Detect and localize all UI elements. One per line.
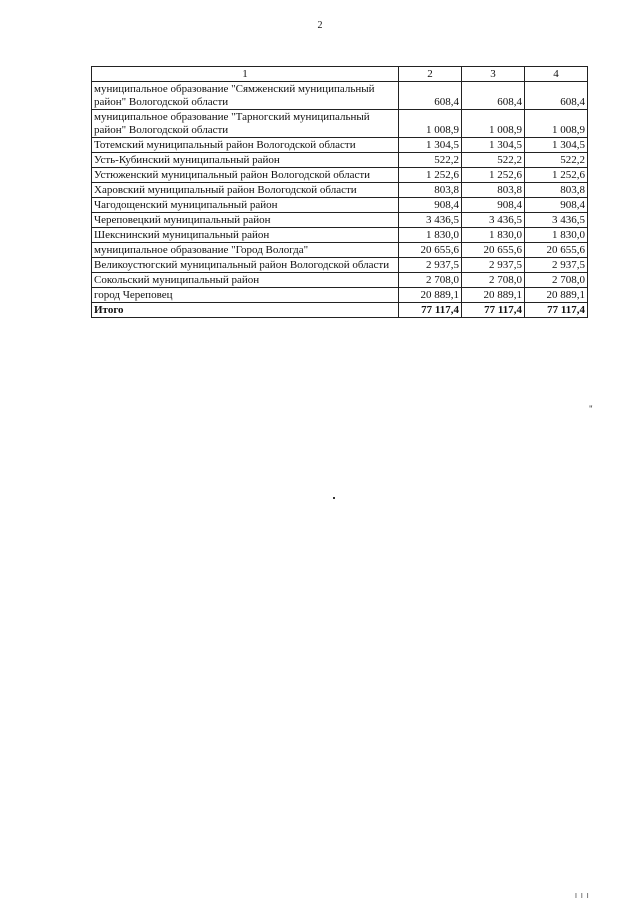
value-col-4: 608,4 — [525, 82, 588, 110]
municipality-name: муниципальное образование "Город Вологда" — [92, 243, 399, 258]
value-col-2: 803,8 — [399, 183, 462, 198]
value-col-4: 20 889,1 — [525, 288, 588, 303]
value-col-4: 1 830,0 — [525, 228, 588, 243]
value-col-3: 522,2 — [462, 153, 525, 168]
table-row — [92, 243, 588, 258]
table-row — [92, 228, 588, 243]
table-row — [92, 213, 588, 228]
table-row — [92, 198, 588, 213]
column-header-3: 3 — [462, 67, 525, 82]
value-col-2: 2 708,0 — [399, 273, 462, 288]
table-row — [92, 82, 588, 110]
table-row — [92, 258, 588, 273]
value-col-2: 1 252,6 — [399, 168, 462, 183]
municipality-name: Усть-Кубинский муниципальный район — [92, 153, 399, 168]
table-row — [92, 183, 588, 198]
municipality-name: Харовский муниципальный район Вологодской области — [92, 183, 399, 198]
table-header-row — [92, 67, 588, 82]
value-col-4: 2 937,5 — [525, 258, 588, 273]
table-row — [92, 110, 588, 138]
allocation-table — [91, 66, 588, 318]
value-col-4: 1 304,5 — [525, 138, 588, 153]
value-col-2: 908,4 — [399, 198, 462, 213]
value-col-3: 20 655,6 — [462, 243, 525, 258]
value-col-3: 2 708,0 — [462, 273, 525, 288]
value-col-3: 1 252,6 — [462, 168, 525, 183]
table-row — [92, 138, 588, 153]
table-row — [92, 288, 588, 303]
total-row — [92, 303, 588, 318]
closing-quote-mark: " — [589, 404, 593, 414]
municipality-name: Чагодощенский муниципальный район — [92, 198, 399, 213]
municipality-name: Сокольский муниципальный район — [92, 273, 399, 288]
total-value-col-3: 77 117,4 — [462, 303, 525, 318]
municipality-name: Великоустюгский муниципальный район Вологодской области — [92, 258, 399, 273]
municipality-name: Устюженский муниципальный район Вологодской области — [92, 168, 399, 183]
municipality-name: Шекснинский муниципальный район — [92, 228, 399, 243]
value-col-2: 1 830,0 — [399, 228, 462, 243]
municipality-name: муниципальное образование "Сямженский муниципальный район" Вологодской области — [92, 82, 399, 110]
table-row — [92, 153, 588, 168]
value-col-4: 1 252,6 — [525, 168, 588, 183]
municipality-name: муниципальное образование "Тарногский муниципальный район" Вологодской области — [92, 110, 399, 138]
value-col-3: 608,4 — [462, 82, 525, 110]
value-col-3: 1 008,9 — [462, 110, 525, 138]
column-header-1: 1 — [92, 67, 399, 82]
allocation-table-container — [91, 66, 587, 318]
value-col-2: 1 008,9 — [399, 110, 462, 138]
value-col-2: 20 655,6 — [399, 243, 462, 258]
value-col-2: 2 937,5 — [399, 258, 462, 273]
value-col-4: 20 655,6 — [525, 243, 588, 258]
page-number: 2 — [317, 20, 323, 31]
total-label: Итого — [92, 303, 399, 318]
value-col-3: 20 889,1 — [462, 288, 525, 303]
value-col-3: 803,8 — [462, 183, 525, 198]
value-col-4: 3 436,5 — [525, 213, 588, 228]
value-col-2: 20 889,1 — [399, 288, 462, 303]
value-col-2: 1 304,5 — [399, 138, 462, 153]
value-col-3: 1 830,0 — [462, 228, 525, 243]
value-col-2: 522,2 — [399, 153, 462, 168]
value-col-3: 2 937,5 — [462, 258, 525, 273]
value-col-2: 3 436,5 — [399, 213, 462, 228]
value-col-2: 608,4 — [399, 82, 462, 110]
value-col-3: 908,4 — [462, 198, 525, 213]
value-col-4: 908,4 — [525, 198, 588, 213]
column-header-4: 4 — [525, 67, 588, 82]
municipality-name: Тотемский муниципальный район Вологодской области — [92, 138, 399, 153]
value-col-3: 3 436,5 — [462, 213, 525, 228]
table-body — [92, 82, 588, 318]
total-value-col-4: 77 117,4 — [525, 303, 588, 318]
table-row — [92, 273, 588, 288]
municipality-name: Череповецкий муниципальный район — [92, 213, 399, 228]
municipality-name: город Череповец — [92, 288, 399, 303]
value-col-4: 2 708,0 — [525, 273, 588, 288]
value-col-4: 803,8 — [525, 183, 588, 198]
stray-dot — [333, 497, 335, 499]
value-col-3: 1 304,5 — [462, 138, 525, 153]
footer-mark: I I I — [575, 893, 590, 900]
column-header-2: 2 — [399, 67, 462, 82]
total-value-col-2: 77 117,4 — [399, 303, 462, 318]
table-row — [92, 168, 588, 183]
value-col-4: 522,2 — [525, 153, 588, 168]
value-col-4: 1 008,9 — [525, 110, 588, 138]
